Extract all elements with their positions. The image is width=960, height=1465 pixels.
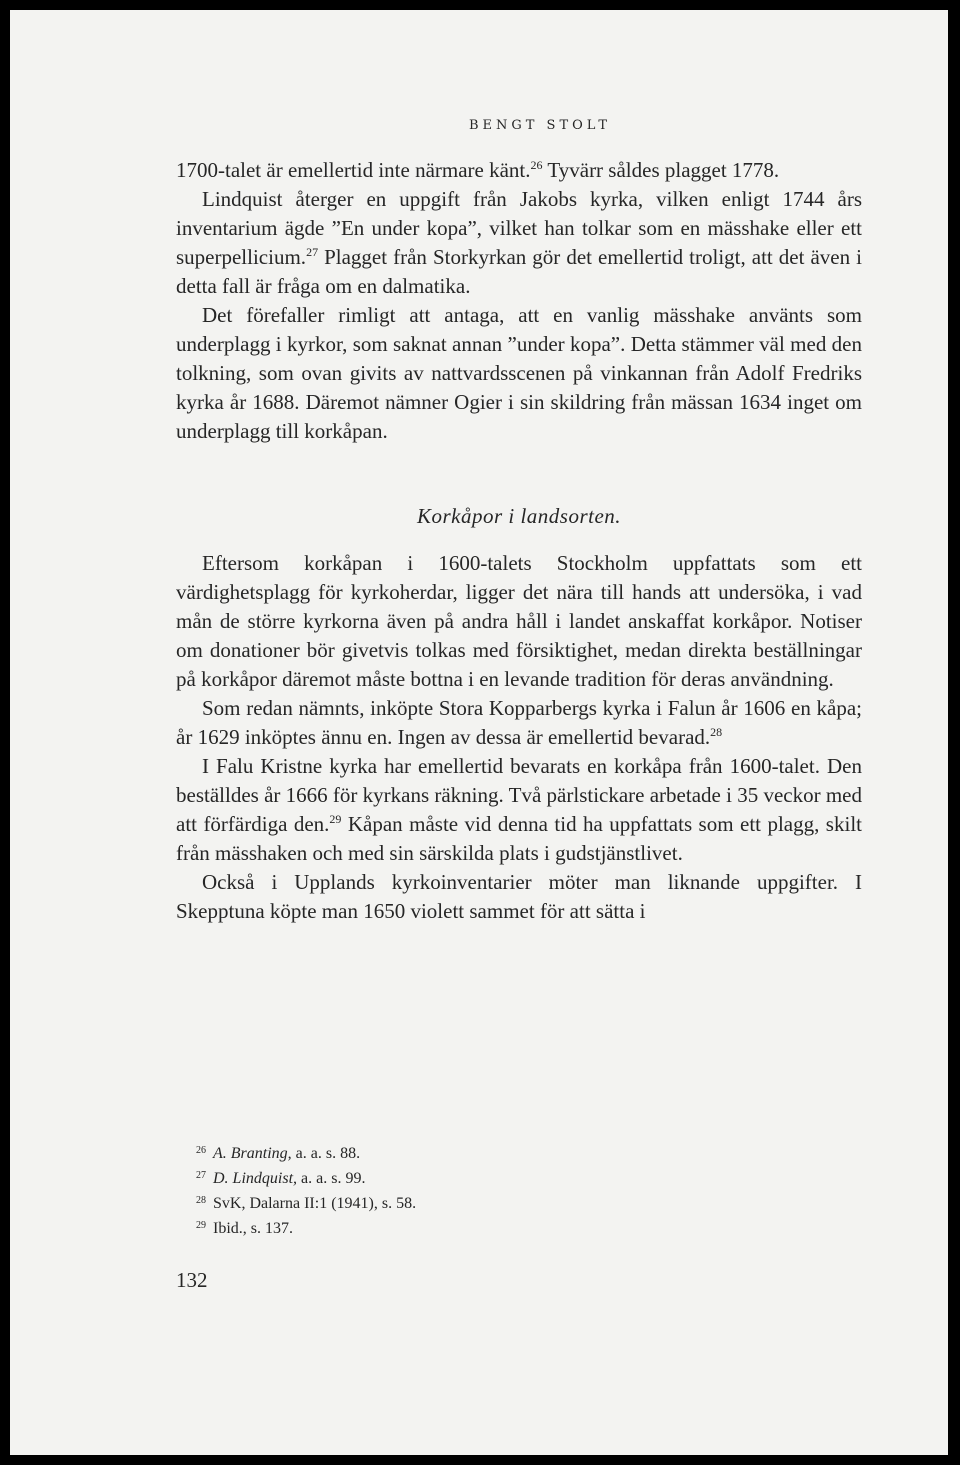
paragraph-5: Som redan nämnts, inköpte Stora Kopparbergs kyrka i Falun år 1606 en kåpa; år 1629 inköptes ännu en. Ingen av dessa är emellertid bevarad.$^{28}$ (176, 696, 862, 749)
paragraph-3: Det förefaller rimligt att antaga, att en vanlig mässhake använts som underplagg i kyrkor, som saknat annan ”under kopa”. Detta stämmer väl med den tolkning, som ovan givits av nattvardsscenen på vinkannan från Adolf Fredriks kyrka år 1688. Däremot nämner Ogier i sin skildring från mässan 1634 inget om underplagg till korkåpan. (176, 303, 862, 443)
footnote-ref-27: 27 (306, 245, 319, 259)
footnote-ref-29: 29 (329, 812, 342, 826)
footnotes (196, 1140, 596, 1240)
paragraph-4: Eftersom korkåpan i 1600-talets Stockholm uppfattats som ett värdighetsplagg för kyrkoherdar, ligger det nära till hands att undersöka, i vad mån de större kyrkorna även på andra håll i landet anskaffat korkåpor. Notiser om donationer bör givetvis tolkas med försiktighet, medan direkta beställningar på korkåpor däremot måste bottna i en levande tradition för deras användning. (176, 551, 862, 691)
body-text (176, 156, 862, 926)
section-heading: Korkåpor i landsorten. (416, 504, 622, 528)
footnote: $^{26}$ A. Branting, a. a. s. 88. (196, 1145, 361, 1162)
footnote: $^{28}$ SvK, Dalarna II:1 (1941), s. 58. (196, 1195, 417, 1212)
footnote: $^{29}$ Ibid., s. 137. (196, 1220, 293, 1237)
paragraph-6: I Falu Kristne kyrka har emellertid bevarats en korkåpa från 1600-talet. Den beställdes år 1666 för kyrkans räkning. Två pärlstickare arbetade i 35 veckor med att förfärdiga den.$^{29}$ Kåpan måste vid denna tid ha uppfattats som ett plagg, skilt från mässhaken och med sin särskilda plats i gudstjänstlivet. (176, 754, 862, 865)
running-head: BENGT STOLT (468, 118, 612, 133)
footnote-ref-28: 28 (710, 725, 723, 739)
footnote-ref-26: 26 (530, 158, 543, 172)
paragraph-7: Också i Upplands kyrkoinventarier möter man liknande uppgifter. I Skepptuna köpte man 1650 violett sammet för att sätta i (176, 870, 862, 923)
footnote: $^{27}$ D. Lindquist, a. a. s. 99. (196, 1170, 366, 1187)
page-number: 132 (176, 1268, 208, 1292)
paragraph-1: 1700-talet är emellertid inte närmare känt.$^{26}$ Tyvärr såldes plagget 1778. (176, 158, 780, 182)
paragraph-2: Lindquist återger en uppgift från Jakobs kyrka, vilken enligt 1744 års inventarium ägde ”En under kopa”, vilket han tolkar som en mässhake eller ett superpellicium.$^{27}$ Plagget från Storkyrkan gör det emellertid troligt, att det även i detta fall är fråga om en dalmatika. (176, 187, 862, 298)
